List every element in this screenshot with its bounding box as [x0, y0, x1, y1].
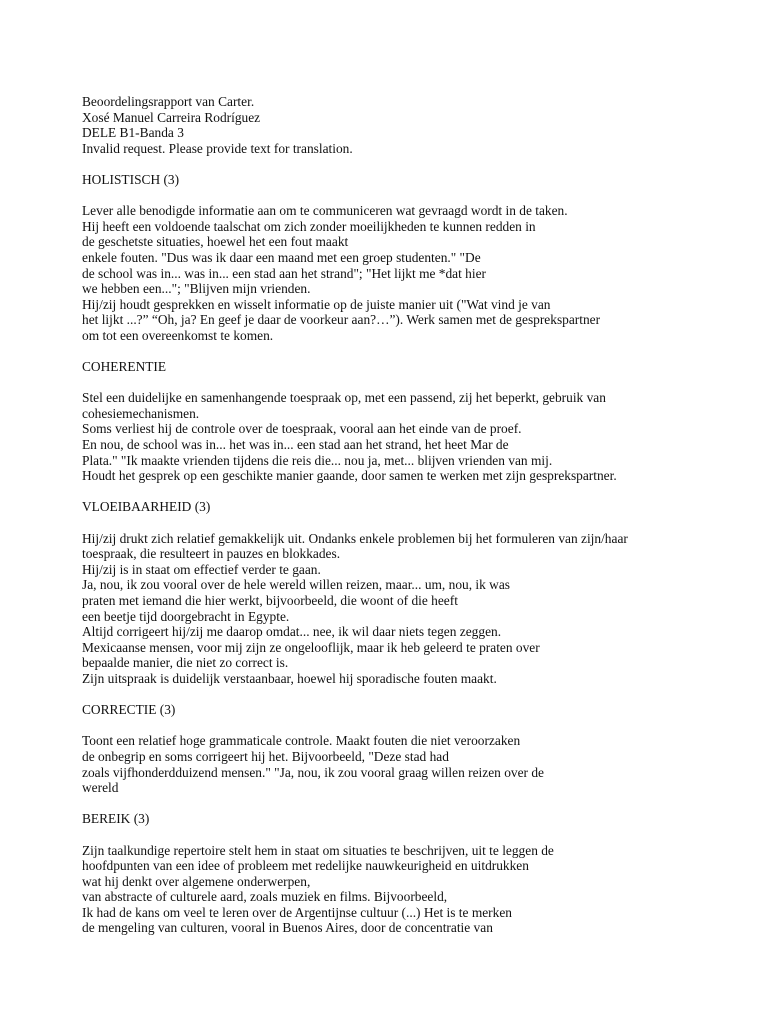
section-heading: BEREIK (3) — [82, 811, 150, 827]
report-title: Beoordelingsrapport van Carter. — [82, 94, 255, 109]
text-line: zoals vijfhonderdduizend mensen." "Ja, nou, ik zou vooral graag willen reizen over de — [82, 764, 544, 780]
section-body — [82, 733, 702, 795]
section-heading: HOLISTISCH (3) — [82, 171, 180, 187]
text-line: Hij/zij houdt gesprekken en wisselt informatie op de juiste manier uit ("Wat vind je van — [82, 296, 551, 312]
text-line: de geschetste situaties, hoewel het een fout maakt — [82, 234, 349, 250]
text-line: wat hij denkt over algemene onderwerpen, — [82, 873, 311, 889]
text-line: Houdt het gesprek op een geschikte manier gaande, door samen te werken met zijn gesprekspartner. — [82, 468, 617, 484]
text-line: om tot een overeenkomst te komen. — [82, 327, 274, 343]
text-line: Toont een relatief hoge grammaticale controle. Maakt fouten die niet veroorzaken — [82, 733, 521, 749]
text-line: bepaalde manier, die niet zo correct is. — [82, 655, 289, 671]
section-heading: CORRECTIE (3) — [82, 702, 176, 718]
text-line: Mexicaanse mensen, voor mij zijn ze ongelooflijk, maar ik heb geleerd te praten over — [82, 639, 540, 655]
text-line: Hij heeft een voldoende taalschat om zich zonder moeilijkheden te kunnen redden in — [82, 218, 536, 234]
exam-level: DELE B1-Banda 3 — [82, 125, 184, 141]
text-line: de school was in... was in... een stad aan het strand"; "Het lijkt me *dat hier — [82, 265, 486, 281]
section-bereik — [82, 811, 702, 936]
text-line: we hebben een..."; "Blijven mijn vrienden. — [82, 281, 311, 297]
section-correctie — [82, 702, 702, 796]
text-line: Hij/zij is in staat om effectief verder te gaan. — [82, 561, 321, 577]
text-line: Zijn uitspraak is duidelijk verstaanbaar, hoewel hij sporadische fouten maakt. — [82, 670, 497, 686]
text-line: Ja, nou, ik zou vooral over de hele wereld willen reizen, maar... um, nou, ik was — [82, 577, 510, 593]
text-line: Plata." "Ik maakte vrienden tijdens die reis die... nou ja, met... blijven vrienden van mij. — [82, 452, 553, 468]
text-line: een beetje tijd doorgebracht in Egypte. — [82, 608, 290, 624]
text-line: cohesiemechanismen. — [82, 405, 200, 421]
text-line: praten met iemand die hier werkt, bijvoorbeeld, die woont of die heeft — [82, 593, 458, 608]
section-body — [82, 843, 702, 937]
author-name: Xosé Manuel Carreira Rodríguez — [82, 109, 261, 125]
section-coherentie — [82, 359, 702, 484]
text-line: Zijn taalkundige repertoire stelt hem in staat om situaties te beschrijven, uit te leggen de — [82, 842, 554, 858]
document-page — [82, 94, 702, 952]
section-heading: COHERENTIE — [82, 359, 167, 375]
section-holistisch — [82, 172, 702, 344]
text-line: Altijd corrigeert hij/zij me daarop omdat... nee, ik wil daar niets tegen zeggen. — [82, 624, 502, 640]
document-sections — [82, 172, 702, 936]
text-line: Stel een duidelijke en samenhangende toespraak op, met een passend, zij het beperkt, gebruik van — [82, 390, 606, 406]
text-line: enkele fouten. "Dus was ik daar een maand met een groep studenten." "De — [82, 249, 481, 265]
section-heading: VLOEIBAARHEID (3) — [82, 499, 211, 515]
section-body — [82, 390, 702, 484]
text-line: Soms verliest hij de controle over de toespraak, vooral aan het einde van de proef. — [82, 421, 522, 437]
text-line: wereld — [82, 780, 119, 796]
text-line: het lijkt ...?” “Oh, ja? En geef je daar de voorkeur aan?…”). Werk samen met de gesprekspartner — [82, 312, 601, 328]
section-body — [82, 203, 702, 343]
header-note: Invalid request. Please provide text for translation. — [82, 140, 353, 156]
section-body — [82, 531, 702, 687]
text-line: hoofdpunten van een idee of probleem met redelijke nauwkeurigheid en uitdrukken — [82, 858, 529, 874]
text-line: de mengeling van culturen, vooral in Buenos Aires, door de concentratie van — [82, 920, 493, 936]
text-line: de onbegrip en soms corrigeert hij het. Bijvoorbeeld, "Deze stad had — [82, 748, 449, 764]
text-line: En nou, de school was in... het was in... een stad aan het strand, het heet Mar de — [82, 437, 509, 453]
document-header — [82, 94, 702, 156]
text-line: Lever alle benodigde informatie aan om te communiceren wat gevraagd wordt in de taken. — [82, 203, 568, 219]
text-line: Ik had de kans om veel te leren over de Argentijnse cultuur (...) Het is te merken — [82, 904, 512, 920]
text-line: van abstracte of culturele aard, zoals muziek en films. Bijvoorbeeld, — [82, 889, 448, 905]
section-vloeibaarheid — [82, 499, 702, 686]
text-line: Hij/zij drukt zich relatief gemakkelijk uit. Ondanks enkele problemen bij het formuleren van zijn/haar — [82, 530, 628, 546]
text-line: toespraak, die resulteert in pauzes en blokkades. — [82, 546, 341, 562]
